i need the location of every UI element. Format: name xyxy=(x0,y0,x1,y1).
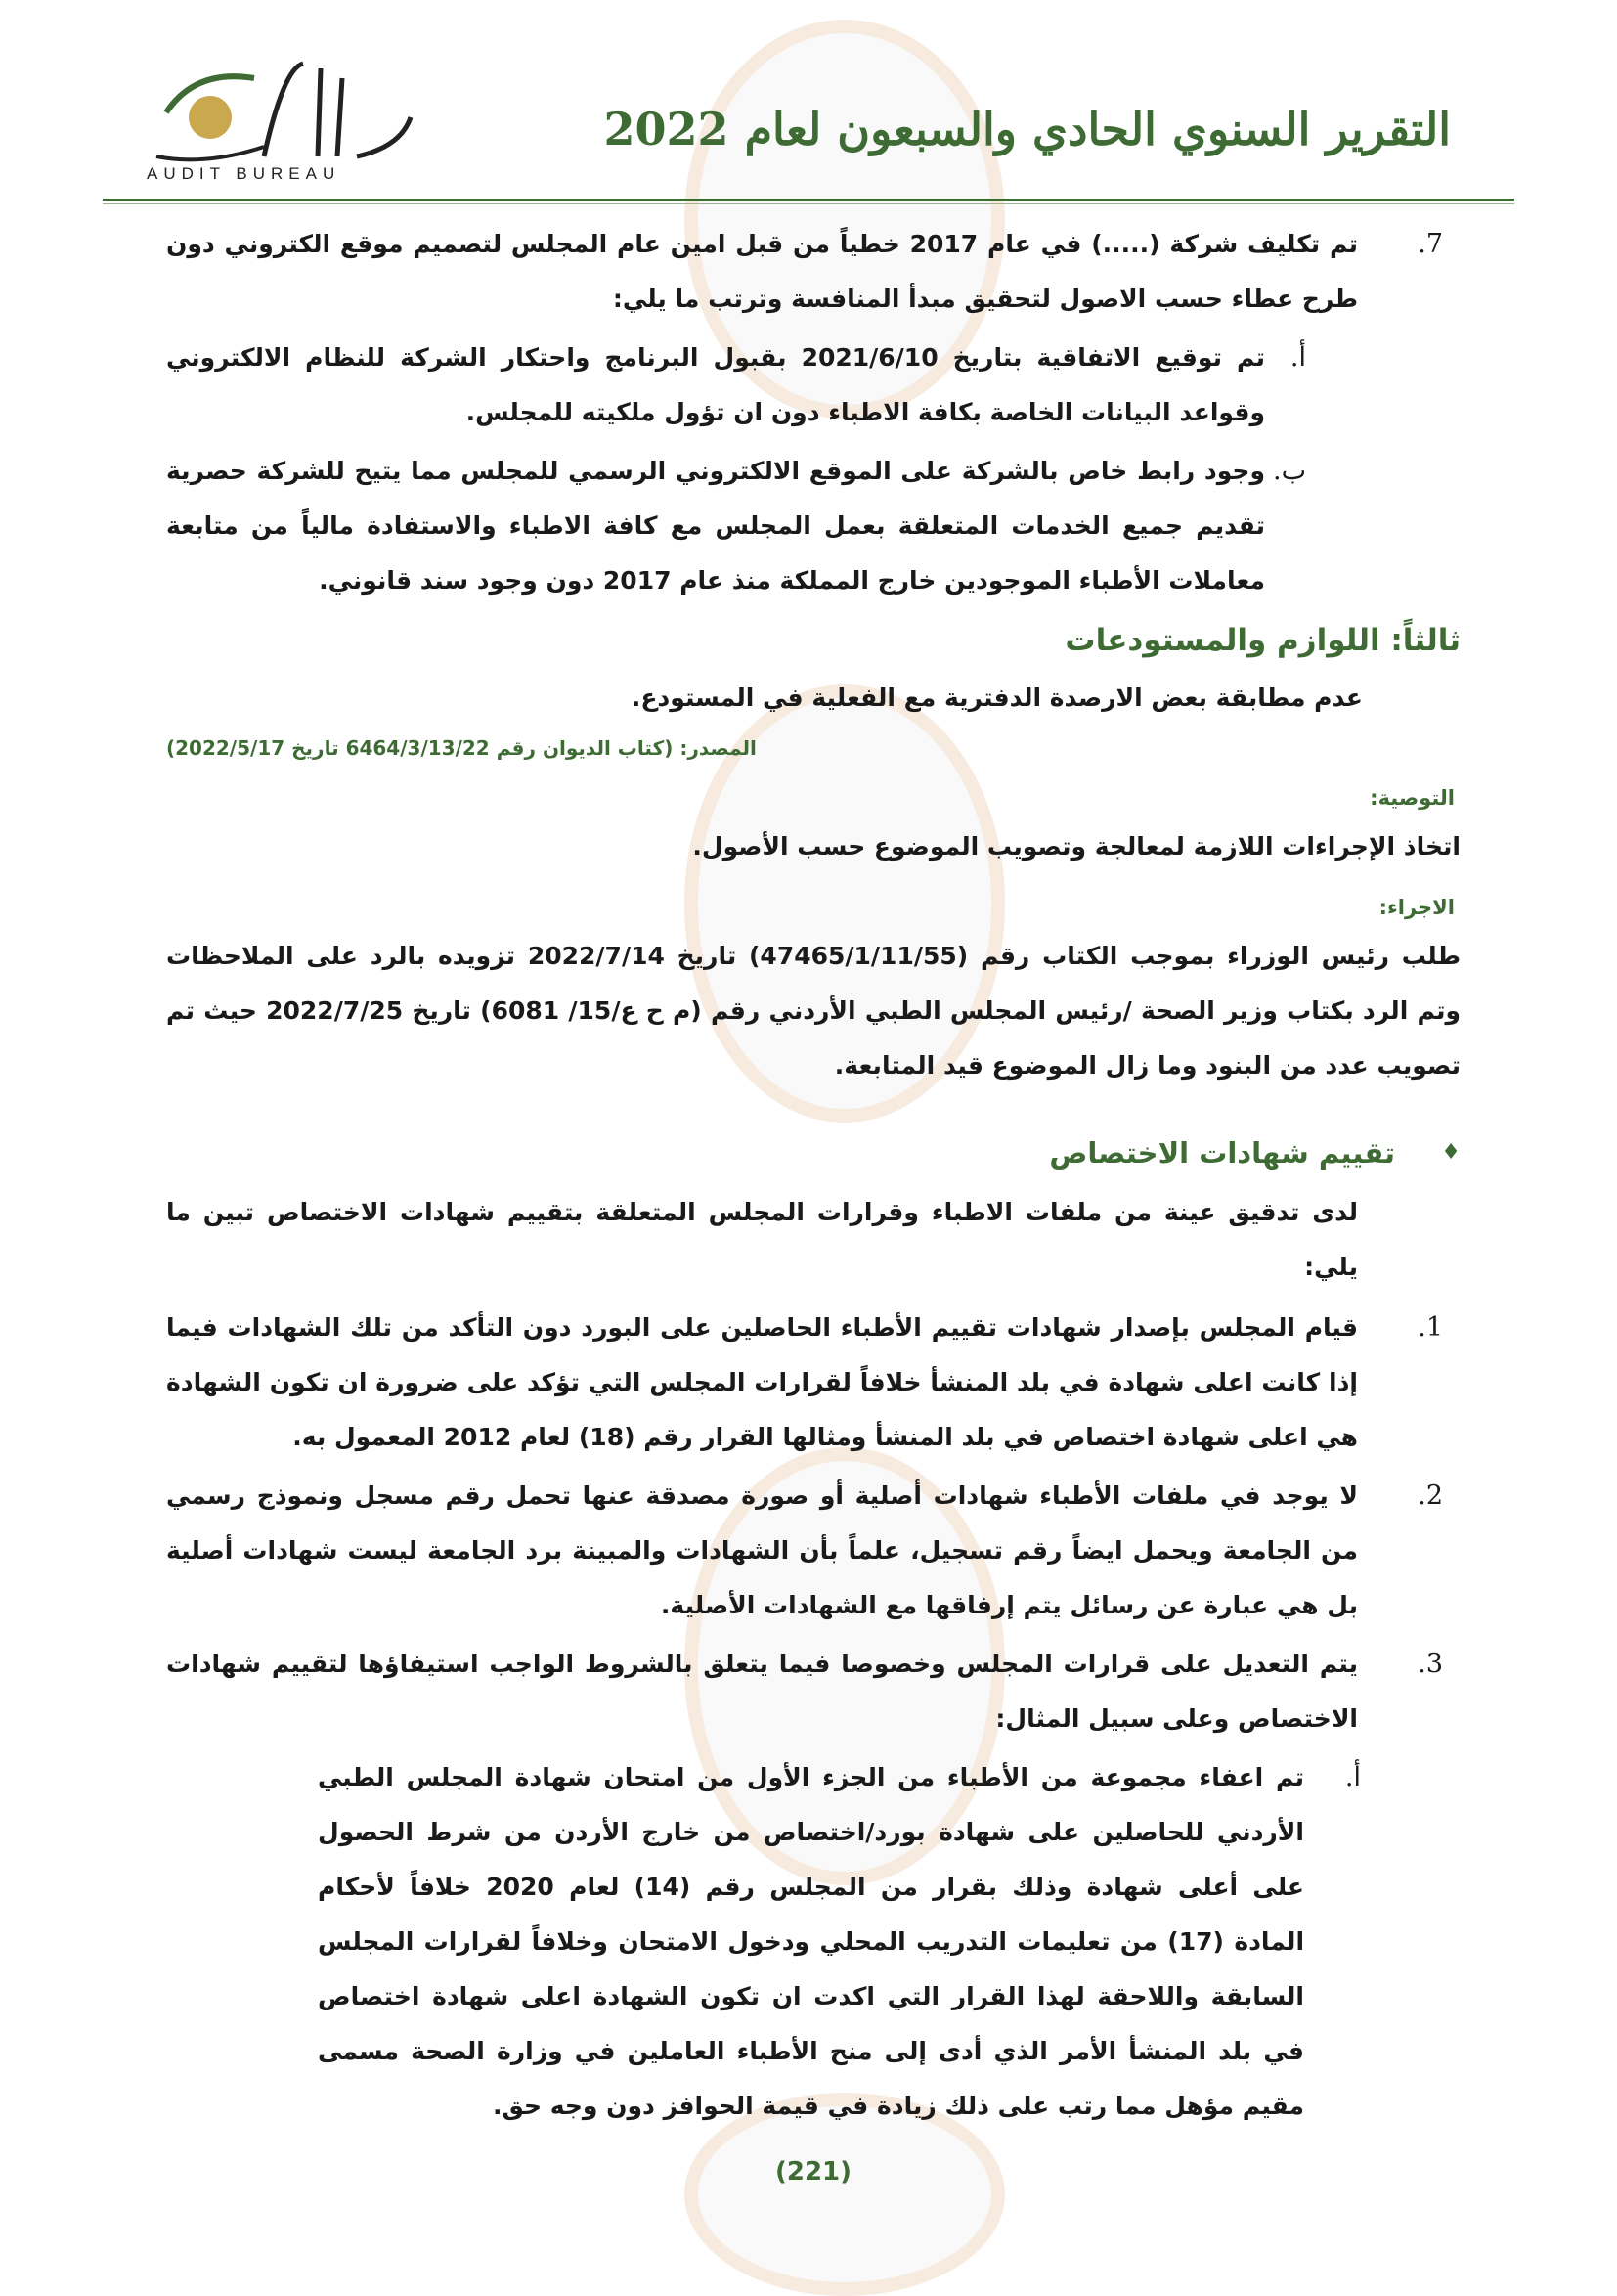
item-3a-text: تم اعفاء مجموعة من الأطباء من الجزء الأول من امتحان شهادة المجلس الطبي الأردني للحاصلين على شهادة بورد/اختصاص من خارج الأردن من شرط الحصول على أعلى شهادة وذلك بقرار من المجلس رقم (14) لعام 2020 خلافاً لأحكام المادة (17) من تعليمات التدريب المحلي ودخول الامتحان وخلافاً لقرارات المجلس السابقة واللاحقة لهذا القرار التي اكدت ان تكون الشهادة اعلى شهادة اختصاص في بلد المنشأ الأمر الذي أدى إلى منح الأطباء العاملين في وزارة الصحة مسمى مقيم مؤهل مما رتب على ذلك زيادة في قيمة الحوافز دون وجه حق. xyxy=(318,1763,1305,2120)
action-label: الاجراء: xyxy=(1378,896,1455,919)
report-title: التقرير السنوي الحادي والسبعون لعام 2022 xyxy=(603,103,1451,155)
list-item xyxy=(166,1469,1461,1633)
item-marker: ب. xyxy=(1272,456,1306,486)
section-intro: لدى تدقيق عينة من ملفات الاطباء وقرارات المجلس المتعلقة بتقييم شهادات الاختصاص تبين ما يلي: xyxy=(166,1198,1358,1281)
source-reference: المصدر: (كتاب الديوان رقم 6464/3/13/22 تاريخ 2022/5/17) xyxy=(166,736,757,760)
action-text: طلب رئيس الوزراء بموجب الكتاب رقم (47465/1/11/55) تاريخ 2022/7/14 تزويده بالرد على الملاحظات وتم الرد بكتاب وزير الصحة /رئيس المجلس الطبي الأردني رقم (م ح ع/15/ 6081) تاريخ 2022/7/25 حيث تم تصويب عدد من البنود وما زال الموضوع قيد المتابعة. xyxy=(166,942,1462,1080)
list-item xyxy=(166,444,1461,608)
item-7-text: تم تكليف شركة (.....) في عام 2017 خطياً من قبل امين عام المجلس لتصميم موقع الكتروني دون طرح عطاء حسب الاصول لتحقيق مبدأ المنافسة وترتب ما يلي: xyxy=(166,230,1358,313)
recommendation-label: التوصية: xyxy=(1370,786,1455,810)
list-item xyxy=(166,1301,1461,1465)
item-marker: أ. xyxy=(1344,1762,1361,1792)
item-a-text: تم توقيع الاتفاقية بتاريخ 2021/6/10 بقبول البرنامج واحتكار الشركة للنظام الالكتروني وقواعد البيانات الخاصة بكافة الاطباء دون ان تؤول ملكيته للمجلس. xyxy=(166,343,1266,426)
section-heading: ثالثاً: اللوازم والمستودعات xyxy=(1065,623,1461,658)
item-marker: أ. xyxy=(1289,342,1306,373)
recommendation-text: اتخاذ الإجراءات اللازمة لمعالجة وتصويب الموضوع حسب الأصول. xyxy=(692,832,1461,861)
item-3-text: يتم التعديل على قرارات المجلس وخصوصا فيما يتعلق بالشروط الواجب استيفاؤها لتقييم شهادات الاختصاص وعلى سبيل المثال: xyxy=(166,1650,1358,1733)
section-heading-row xyxy=(166,1128,1461,1177)
list-item xyxy=(166,1637,1461,1746)
section-text: عدم مطابقة بعض الارصدة الدفترية مع الفعلية في المستودع. xyxy=(631,684,1363,712)
section-heading: تقييم شهادات الاختصاص xyxy=(1049,1136,1395,1170)
item-marker: 3. xyxy=(1418,1649,1443,1679)
logo-subtitle: AUDIT BUREAU xyxy=(147,164,341,183)
list-item xyxy=(166,1750,1461,2134)
item-2-text: لا يوجد في ملفات الأطباء شهادات أصلية أو صورة مصدقة عنها تحمل رقم مسجل ونموذج رسمي من الجامعة ويحمل ايضاً رقم تسجيل، علماً بأن الشهادات والمبينة برد الجامعة ليست شهادات أصلية بل هي عبارة عن رسائل يتم إرفاقها مع الشهادات الأصلية. xyxy=(166,1481,1358,1619)
item-1-text: قيام المجلس بإصدار شهادات تقييم الأطباء الحاصلين على البورد دون التأكد من تلك الشهادات فيما إذا كانت اعلى شهادة في بلد المنشأ خلافاً لقرارات المجلس التي تؤكد على ضرورة ان تكون الشهادة هي اعلى شهادة اختصاص في بلد المنشأ ومثالها القرار رقم (18) لعام 2012 المعمول به. xyxy=(166,1313,1358,1451)
list-item xyxy=(166,331,1461,440)
item-marker: 7. xyxy=(1418,229,1443,259)
bullet-icon: ♦ xyxy=(1441,1140,1461,1165)
item-b-text: وجود رابط خاص بالشركة على الموقع الالكتروني الرسمي للمجلس مما يتيح للشركة حصرية تقديم جميع الخدمات المتعلقة بعمل المجلس مع كافة الاطباء والاستفادة مالياً من متابعة معاملات الأطباء الموجودين خارج المملكة منذ عام 2017 دون وجود سند قانوني. xyxy=(166,457,1265,595)
item-marker: 1. xyxy=(1418,1312,1443,1343)
page-number: (221) xyxy=(774,2157,852,2186)
list-item xyxy=(166,217,1461,327)
item-marker: 2. xyxy=(1418,1480,1443,1511)
